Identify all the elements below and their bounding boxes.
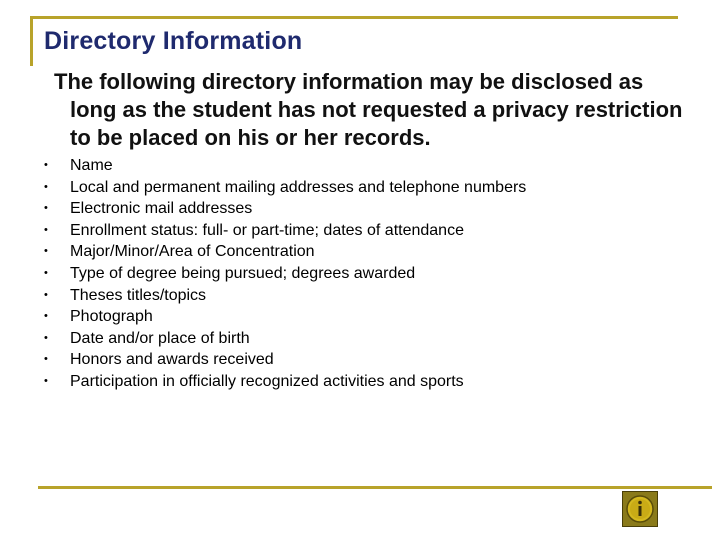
directory-item bbox=[40, 198, 526, 220]
directory-item bbox=[40, 285, 526, 307]
directory-item bbox=[40, 328, 526, 350]
info-button[interactable] bbox=[622, 491, 658, 527]
bullet-icon: • bbox=[44, 159, 48, 171]
directory-item bbox=[40, 306, 526, 328]
directory-item-label: Theses titles/topics bbox=[70, 286, 207, 304]
intro-paragraph: The following directory information may be disclosed as long as the student has not requested a privacy restriction to be placed on his or her records. bbox=[54, 69, 683, 150]
bullet-icon: • bbox=[44, 331, 48, 344]
bullet-icon: • bbox=[44, 353, 48, 366]
directory-item bbox=[40, 263, 526, 285]
top-rule bbox=[30, 16, 678, 19]
directory-item-label: Photograph bbox=[70, 308, 153, 326]
directory-item-label: Name bbox=[70, 157, 113, 174]
bullet-icon: • bbox=[44, 180, 48, 193]
directory-item bbox=[40, 220, 526, 242]
bullet-icon: • bbox=[44, 288, 48, 301]
info-icon bbox=[625, 494, 655, 524]
directory-item bbox=[40, 241, 526, 263]
directory-item-label: Date and/or place of birth bbox=[70, 329, 250, 347]
directory-item-label: Enrollment status: full- or part-time; dates of attendance bbox=[70, 221, 464, 239]
directory-item bbox=[40, 155, 526, 177]
directory-item-label: Honors and awards received bbox=[70, 351, 274, 369]
directory-items-list bbox=[40, 155, 526, 393]
bullet-icon: • bbox=[44, 223, 48, 236]
left-rule bbox=[30, 16, 33, 66]
directory-item-label: Type of degree being pursued; degrees awarded bbox=[70, 264, 416, 282]
slide-title: Directory Information bbox=[44, 27, 303, 55]
directory-item bbox=[40, 371, 526, 393]
directory-item bbox=[40, 349, 526, 371]
directory-item-label: Participation in officially recognized activities and sports bbox=[70, 372, 464, 390]
bullet-icon: • bbox=[44, 245, 48, 258]
bullet-icon: • bbox=[44, 202, 48, 215]
directory-item bbox=[40, 177, 526, 199]
bullet-icon: • bbox=[44, 310, 48, 323]
directory-item-label: Electronic mail addresses bbox=[70, 200, 253, 218]
directory-item-label: Local and permanent mailing addresses and telephone numbers bbox=[70, 178, 527, 196]
bottom-rule bbox=[38, 486, 712, 489]
bullet-icon: • bbox=[44, 266, 48, 279]
directory-item-label: Major/Minor/Area of Concentration bbox=[70, 243, 315, 261]
bullet-icon: • bbox=[44, 374, 48, 387]
